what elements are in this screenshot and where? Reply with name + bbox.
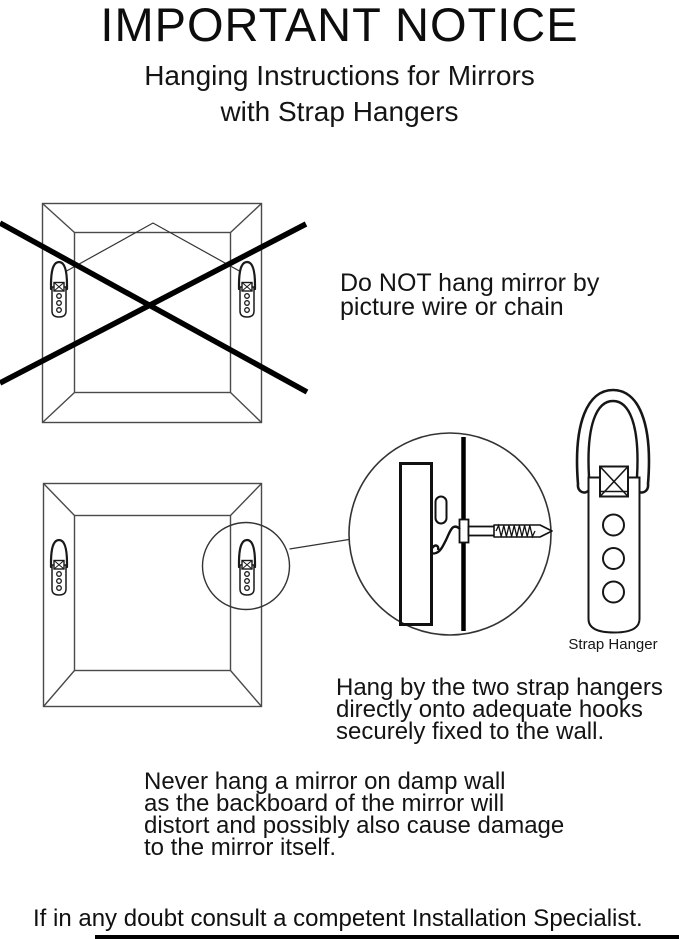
warning-wire-text bbox=[340, 271, 599, 319]
zoom-connector-line bbox=[290, 539, 353, 549]
warning-hang-line-1: Hang by the two strap hangers bbox=[336, 674, 663, 701]
strap-hanger-label: Strap Hanger bbox=[568, 636, 658, 653]
strap-hanger-icon bbox=[239, 540, 255, 595]
strap-hanger-icon bbox=[51, 262, 67, 317]
hanger-slot-icon bbox=[436, 497, 447, 524]
footer-advice-text: If in any doubt consult a competent Installation Specialist. bbox=[33, 905, 643, 932]
warning-damp-text bbox=[144, 768, 565, 861]
subtitle-line-1: Hanging Instructions for Mirrors bbox=[144, 60, 535, 91]
warning-wire-line-1: Do NOT hang mirror by bbox=[340, 269, 600, 297]
page-subtitle bbox=[0, 58, 679, 130]
warning-damp-line-3: distort and possibly also cause damage bbox=[144, 812, 565, 839]
warning-hang-line-3: securely fixed to the wall. bbox=[336, 718, 605, 745]
mirror-frame-icon bbox=[44, 484, 262, 707]
picture-wire-icon bbox=[63, 223, 243, 273]
bottom-scan-line bbox=[95, 935, 679, 939]
warning-wire-line-2: picture wire or chain bbox=[340, 293, 564, 321]
warning-damp-line-2: as the backboard of the mirror will bbox=[144, 790, 505, 817]
subtitle-line-2: with Strap Hangers bbox=[220, 96, 459, 127]
strap-hanger-icon bbox=[239, 262, 255, 317]
strap-hanger-large-icon bbox=[577, 390, 649, 633]
warning-hang-line-2: directly onto adequate hooks bbox=[336, 696, 643, 723]
strap-hanger-icon bbox=[51, 540, 67, 595]
warning-damp-line-1: Never hang a mirror on damp wall bbox=[144, 768, 506, 795]
page-title: IMPORTANT NOTICE bbox=[100, 0, 579, 51]
magnified-detail-icon bbox=[349, 433, 552, 635]
warning-damp-line-4: to the mirror itself. bbox=[144, 834, 337, 861]
warning-hang-text bbox=[336, 674, 663, 745]
